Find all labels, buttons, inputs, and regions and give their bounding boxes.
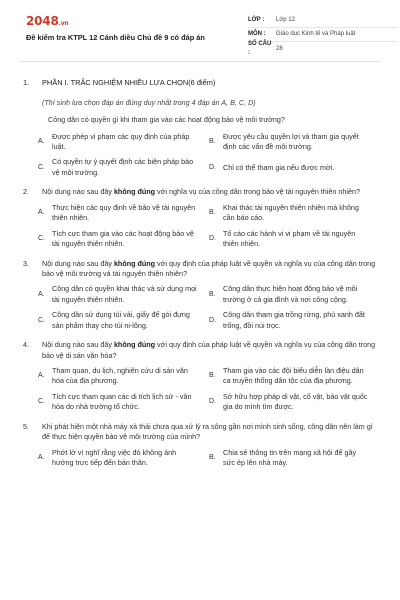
question-emphasis: không đúng: [113, 258, 156, 268]
option-row: [38, 392, 380, 413]
option-row: [38, 310, 380, 331]
option-letter: A.: [38, 209, 45, 217]
option-letter: A.: [38, 290, 45, 298]
option-text: Thực hiện các quy định về bảo vệ tài nguyên thiên nhiên.: [52, 202, 196, 223]
question-1: [20, 115, 380, 178]
option-letter: C.: [38, 235, 45, 243]
option-c[interactable]: [38, 157, 209, 178]
question-text-part: Nội dung nào sau đây: [42, 258, 114, 268]
option-a[interactable]: [38, 132, 209, 153]
option-text: Tích cực tham gia vào các hoạt động bảo vệ tài nguyên thiên nhiên.: [52, 228, 194, 249]
option-b[interactable]: [209, 448, 380, 469]
meta-row-grade: [248, 14, 398, 28]
question-5: [20, 422, 380, 469]
option-text: Sở hữu hợp pháp di vật, cổ vật, bảo vật quốc gia do mình tìm được.: [223, 391, 368, 412]
section-number: 1.: [23, 78, 30, 87]
option-row: [38, 157, 380, 178]
question-text: [42, 340, 380, 361]
option-text: Tham gia vào các đội biểu diễn làn điệu dân ca truyền thống dân tộc của địa phương.: [223, 366, 364, 386]
option-letter: A.: [38, 454, 45, 462]
section-title: PHẦN I. TRẮC NGHIỆM NHIỀU LỰA CHỌN(6 điểm): [42, 78, 216, 87]
instruction-text: (Thí sinh lựa chọn đáp án đúng duy nhất trong 4 đáp án A, B, C, D): [42, 97, 256, 107]
meta-value: Lớp 12: [276, 17, 295, 24]
option-a[interactable]: [38, 203, 209, 224]
question-number: 5.: [23, 421, 29, 431]
option-row: [38, 203, 380, 224]
option-letter: C.: [38, 163, 45, 171]
question-number: 2.: [23, 187, 29, 197]
question-emphasis: không đúng: [113, 340, 156, 350]
question-text: [42, 187, 380, 197]
option-a[interactable]: [38, 448, 209, 469]
option-b[interactable]: [209, 203, 380, 224]
option-row: [38, 284, 380, 305]
option-row: [38, 132, 380, 153]
question-stem: [20, 259, 380, 280]
option-c[interactable]: [38, 392, 209, 413]
option-text: Chia sẻ thông tin trên mạng xã hội để gây sức ép lên nhà máy.: [223, 447, 357, 468]
option-text: Chỉ có thể tham gia nếu được mời.: [223, 162, 335, 172]
option-c[interactable]: [38, 229, 209, 250]
option-text: Tích cực tham quan các di tích lịch sử - văn hóa do nhà trường tổ chức.: [52, 391, 192, 412]
question-number: 4.: [23, 340, 29, 350]
option-a[interactable]: [38, 366, 209, 387]
option-a[interactable]: [38, 284, 209, 305]
option-text: Được yêu cầu quyền lợi và tham gia quyết định các vấn đề môi trường.: [223, 131, 359, 152]
option-row: [38, 229, 380, 250]
option-d[interactable]: [209, 392, 380, 413]
question-stem: Công dân có quyền gì khi tham gia vào các hoạt động bảo vệ môi trường?: [48, 115, 285, 125]
answer-options: [20, 284, 380, 331]
option-letter: A.: [38, 372, 45, 380]
option-b[interactable]: [209, 132, 380, 153]
option-letter: B.: [209, 209, 216, 217]
option-letter: C.: [38, 316, 45, 324]
brand-tld: .vn: [58, 20, 69, 27]
option-text: Có quyền tự ý quyết định các biện pháp bảo vệ môi trường.: [52, 157, 194, 177]
option-letter: B.: [209, 372, 216, 380]
option-text: Công dân có quyền khai thác và sử dụng mọi tài nguyên thiên nhiên.: [52, 284, 197, 304]
question-number: 3.: [23, 258, 29, 268]
option-text: Tham quan, du lịch, nghiên cứu di sản văn hóa của địa phương.: [52, 366, 188, 386]
question-2: [20, 187, 380, 249]
document-header: [20, 0, 380, 62]
option-letter: D.: [209, 316, 216, 324]
meta-key: MÔN :: [248, 31, 266, 38]
exam-content: [20, 62, 380, 469]
question-text-part: với nghĩa vụ của công dân trong bảo vệ tài nguyên thiên nhiên?: [155, 187, 360, 197]
option-text: Công dân sử dụng túi vải, giấy để gói đựng sản phẩm thay cho túi ni-lông.: [52, 310, 190, 330]
question-stem: [20, 187, 380, 197]
meta-value: 28: [276, 45, 283, 52]
meta-key: SỐ CÂU :: [248, 41, 272, 56]
question-emphasis: không đúng: [113, 187, 156, 197]
option-row: [38, 448, 380, 469]
option-letter: B.: [209, 290, 216, 298]
question-text-part: với quy định của pháp luật về quyền và nghĩa vụ của công dân trong bảo vệ môi trường và tài nguyên thiên nhiên?: [42, 258, 376, 278]
option-text: Tố cáo các hành vi vi phạm về tài nguyên thiên nhiên.: [223, 228, 356, 249]
brand-name: 2048: [26, 14, 59, 28]
section-heading: [20, 78, 380, 89]
answer-options: [20, 203, 380, 250]
option-letter: B.: [209, 137, 216, 145]
answer-options: [20, 132, 380, 179]
option-text: Được phép vi phạm các quy định của pháp luật.: [52, 131, 190, 152]
meta-row-count: [248, 42, 398, 56]
option-text: Khai thác tài nguyên thiên nhiên mà không cần báo cáo.: [223, 202, 359, 223]
question-text: Khi phát hiện một nhà máy xả thải chưa qua xử lý ra sông gần nơi mình sinh sống, công dân nên làm gì để thực hiện quyền bảo vệ môi trường của mình?: [42, 421, 373, 442]
answer-options: [20, 448, 380, 469]
brand-logo[interactable]: [26, 13, 68, 30]
document-title: Đề kiểm tra KTPL 12 Cánh diều Chủ đề 9 có đáp án: [26, 33, 205, 42]
meta-key: LỚP :: [248, 17, 265, 24]
option-letter: D.: [209, 398, 216, 406]
option-letter: A.: [38, 137, 45, 145]
meta-value: Giáo dục Kinh tế và Pháp luật: [276, 31, 356, 38]
option-d[interactable]: [209, 157, 380, 178]
option-letter: B.: [209, 454, 216, 462]
option-b[interactable]: [209, 284, 380, 305]
option-letter: C.: [38, 398, 45, 406]
question-text-part: Nội dung nào sau đây: [42, 187, 114, 197]
option-d[interactable]: [209, 310, 380, 331]
option-d[interactable]: [209, 229, 380, 250]
question-3: [20, 259, 380, 332]
question-stem: [20, 422, 380, 443]
option-c[interactable]: [38, 310, 209, 331]
question-stem: [20, 340, 380, 361]
question-text-part: với quy định của pháp luật về quyền và nghĩa vụ của công dân trong bảo vệ di sản văn hóa?: [42, 340, 376, 360]
option-text: Phớt lờ vì nghĩ rằng việc đó không ảnh hưởng trực tiếp đến bản thân.: [52, 447, 177, 468]
question-text: [42, 259, 380, 280]
option-letter: D.: [209, 235, 216, 243]
option-row: [38, 366, 380, 387]
option-letter: D.: [209, 163, 216, 171]
question-text-part: Nội dung nào sau đây: [42, 340, 114, 350]
meta-table: [248, 14, 398, 56]
answer-options: [20, 366, 380, 413]
option-text: Công dân tham gia trồng rừng, phủ xanh đất trống, đồi núi trọc.: [223, 310, 365, 330]
question-4: [20, 340, 380, 413]
option-b[interactable]: [209, 366, 380, 387]
option-text: Công dân thực hiện hoạt động bảo vệ môi trường ở cả gia đình và nơi công cộng.: [223, 284, 358, 304]
